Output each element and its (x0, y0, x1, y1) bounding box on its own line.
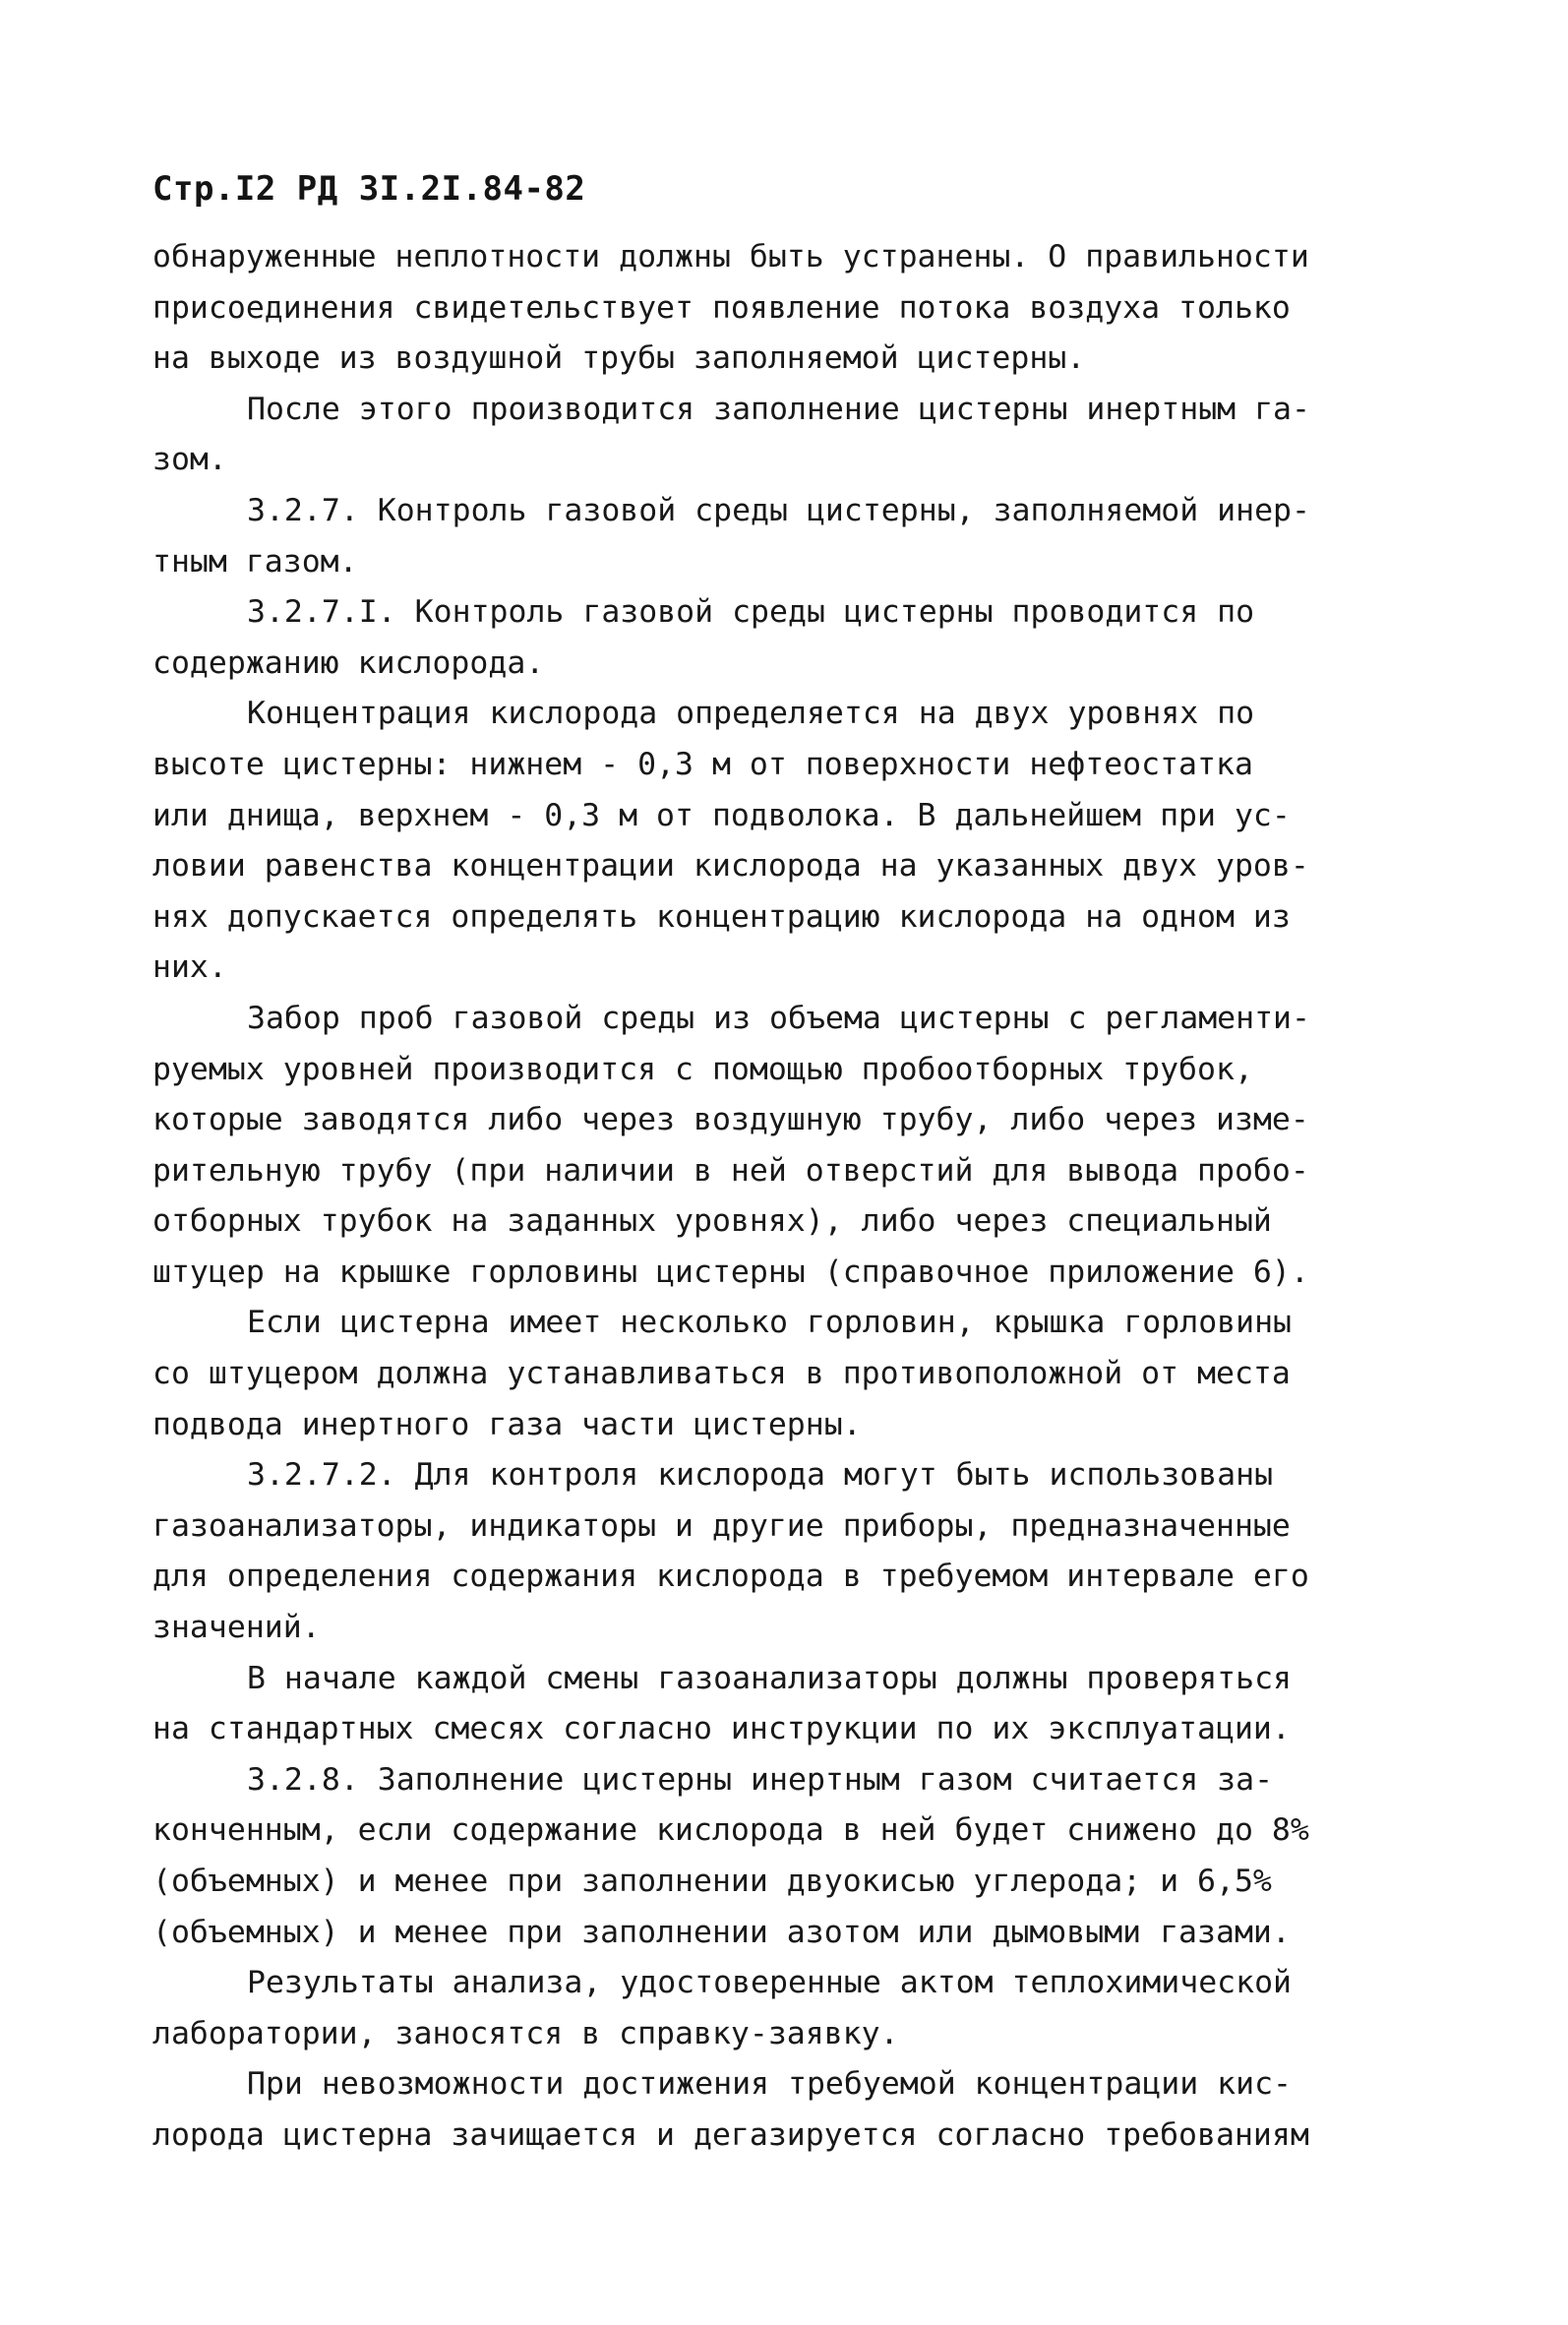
text-line: значений. (152, 1610, 321, 1646)
text-line: на выходе из воздушной трубы заполняемой цистерны. (152, 340, 1086, 377)
text-line: которые заводятся либо через воздушную трубу, либо через изме- (152, 1102, 1309, 1138)
text-line: высоте цистерны: нижнем - 0,3 м от поверхности нефтеостатка (152, 746, 1253, 782)
text-line: руемых уровней производится с помощью пробоотборных трубок, (152, 1051, 1253, 1087)
text-line: (объемных) и менее при заполнении азотом или дымовыми газами. (152, 1914, 1291, 1950)
text-line: содержанию кислорода. (152, 644, 545, 681)
text-line: них. (152, 949, 227, 986)
text-line: или днища, верхнем - 0,3 м от подволока. В дальнейшем при ус- (152, 797, 1291, 833)
text-line: Результаты анализа, удостоверенные актом теплохимической (247, 1965, 1293, 2001)
text-line: После этого производится заполнение цистерны инертным га- (247, 391, 1310, 427)
text-line: конченным, если содержание кислорода в ней будет снижено до 8% (152, 1812, 1309, 1849)
text-line: для определения содержания кислорода в требуемом интервале его (152, 1559, 1309, 1595)
text-line: ловии равенства концентрации кислорода на указанных двух уров- (152, 848, 1309, 885)
text-line: со штуцером должна устанавливаться в противоположной от места (152, 1356, 1291, 1392)
text-line: штуцер на крышке горловины цистерны (справочное приложение 6). (152, 1254, 1309, 1290)
text-line: обнаруженные неплотности должны быть устранены. О правильности (152, 239, 1309, 275)
text-line: 3.2.7.I. Контроль газовой среды цистерны проводится по (247, 594, 1255, 631)
text-line: газоанализаторы, индикаторы и другие приборы, предназначенные (152, 1507, 1291, 1544)
text-line: присоединения свидетельствует появление потока воздуха только (152, 289, 1291, 326)
text-line: (объемных) и менее при заполнении двуокисью углерода; и 6,5% (152, 1864, 1272, 1899)
text-line: Концентрация кислорода определяется на двух уровнях по (247, 696, 1255, 732)
body-text (152, 232, 1431, 2162)
text-line: тным газом. (152, 543, 358, 580)
text-line: 3.2.8. Заполнение цистерны инертным газом считается за- (247, 1761, 1274, 1798)
text-line: Забор проб газовой среды из объема цистерны с регламенти- (247, 1000, 1310, 1036)
text-line: 3.2.7.2. Для контроля кислорода могут быть использованы (247, 1457, 1274, 1494)
text-line: В начале каждой смены газоанализаторы должны проверяться (247, 1660, 1293, 1696)
text-line: лорода цистерна зачищается и дегазируется согласно требованиям (152, 2116, 1309, 2153)
text-line: подвода инертного газа части цистерны. (152, 1406, 862, 1442)
text-line: Если цистерна имеет несколько горловин, крышка горловины (247, 1305, 1293, 1341)
text-line: При невозможности достижения требуемой концентрации кис- (247, 2066, 1293, 2103)
text-line: рительную трубу (при наличии в ней отверстий для вывода пробо- (152, 1152, 1309, 1189)
text-line: нях допускается определять концентрацию кислорода на одном из (152, 898, 1291, 935)
page-header: Стр.I2 РД 3I.2I.84-82 (152, 169, 586, 209)
text-line: зом. (152, 442, 227, 478)
text-line: на стандартных смесях согласно инструкции по их эксплуатации. (152, 1711, 1291, 1747)
text-line: отборных трубок на заданных уровнях), либо через специальный (152, 1203, 1272, 1240)
text-line: лаборатории, заносятся в справку-заявку. (152, 2015, 899, 2051)
text-line: 3.2.7. Контроль газовой среды цистерны, заполняемой инер- (247, 492, 1310, 528)
